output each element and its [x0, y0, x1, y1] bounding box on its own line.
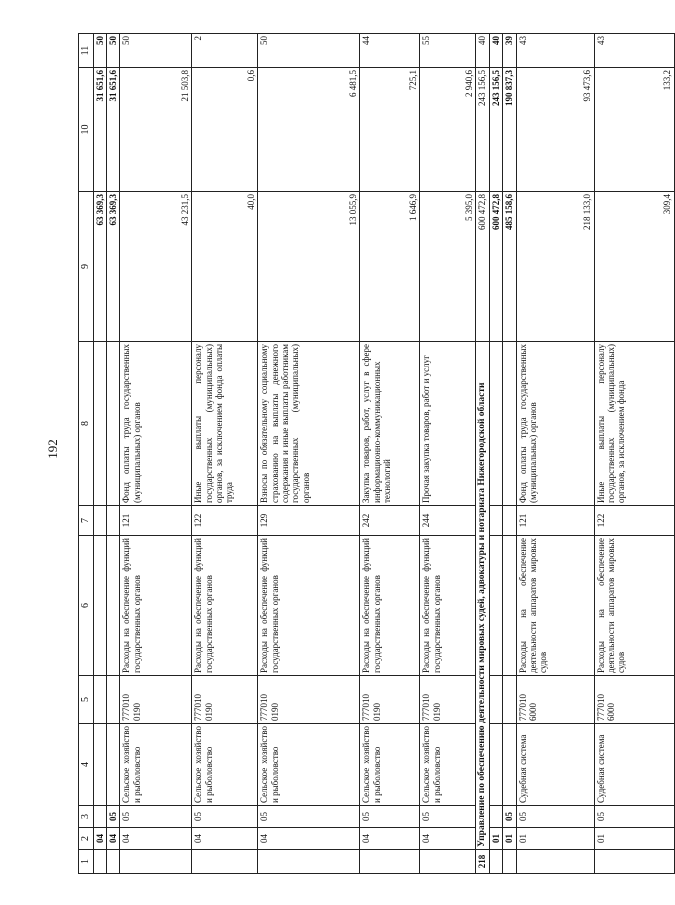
cell-c9: 600 472,8: [476, 192, 490, 342]
cell-c4: Сельское хозяйство и рыболовство: [192, 724, 258, 806]
cell-c10: 725,1: [360, 68, 420, 192]
cell-c3: [93, 806, 106, 828]
cell-c4: [490, 724, 503, 806]
cell-c1: [192, 850, 258, 874]
cell-c10: 6 481,5: [258, 68, 360, 192]
cell-c2: 01: [490, 828, 503, 850]
cell-c2: 01: [516, 828, 594, 850]
cell-c9: 63 369,3: [106, 192, 119, 342]
cell-c10: 93 473,6: [516, 68, 594, 192]
cell-c3: 05: [503, 806, 516, 828]
cell-c5: [93, 676, 106, 724]
cell-c9: 43 231,5: [120, 192, 192, 342]
header-cell: 2: [79, 828, 94, 850]
cell-c4: Сельское хозяйство и рыболовство: [258, 724, 360, 806]
cell-c6: Расходы на обеспечение деятельности аппаратов мировых судов: [594, 536, 674, 676]
total-row: [93, 34, 106, 874]
cell-c3: 05: [120, 806, 192, 828]
cell-c4: Судебная система: [594, 724, 674, 806]
cell-c5: 777010 6000: [594, 676, 674, 724]
cell-c4: [106, 724, 119, 806]
cell-c6: Расходы на обеспечение функций государственных органов: [192, 536, 258, 676]
cell-c8: Иные выплаты персоналу государственных (муниципальных) органов, за исключением фонда: [594, 342, 674, 506]
cell-c7: 122: [192, 506, 258, 536]
table-row: [360, 34, 420, 874]
cell-c7: 121: [516, 506, 594, 536]
cell-c11: 50: [106, 34, 119, 68]
cell-c5: 777010 0190: [192, 676, 258, 724]
cell-c6: Расходы на обеспечение функций государственных органов: [420, 536, 476, 676]
cell-c11: 40: [476, 34, 490, 68]
header-cell: 11: [79, 34, 94, 68]
cell-c3: 05: [192, 806, 258, 828]
cell-c9: 40,0: [192, 192, 258, 342]
header-cell: 8: [79, 342, 94, 506]
cell-c5: 777010 0190: [120, 676, 192, 724]
cell-c11: 44: [360, 34, 420, 68]
table-row: [120, 34, 192, 874]
cell-c11: 55: [420, 34, 476, 68]
cell-c2: 01: [594, 828, 674, 850]
cell-c5: [106, 676, 119, 724]
cell-c6: [106, 536, 119, 676]
table-row: [420, 34, 476, 874]
cell-c6: Расходы на обеспечение функций государственных органов: [120, 536, 192, 676]
cell-c7: [503, 506, 516, 536]
cell-wide: Управление по обеспечению деятельности мировых судей, адвокатуры и нотариата Нижегородской области: [476, 342, 490, 850]
budget-table: [78, 33, 675, 874]
header-row: [79, 34, 94, 874]
cell-c1: [503, 850, 516, 874]
cell-c10: 243 156,5: [490, 68, 503, 192]
rotated-table-wrapper: [78, 34, 673, 874]
cell-c3: [490, 806, 503, 828]
cell-c8: Прочая закупка товаров, работ и услуг: [420, 342, 476, 506]
cell-c11: 2: [192, 34, 258, 68]
table-stage: [78, 34, 673, 874]
cell-c5: 777010 0190: [258, 676, 360, 724]
cell-c8: Иные выплаты персоналу государственных (муниципальных) органов, за исключением фонда оплаты труда: [192, 342, 258, 506]
cell-c1: [106, 850, 119, 874]
cell-c9: 600 472,8: [490, 192, 503, 342]
total-row: [106, 34, 119, 874]
table-row: [594, 34, 674, 874]
cell-c3: 05: [258, 806, 360, 828]
cell-c7: 121: [120, 506, 192, 536]
cell-c10: 190 837,3: [503, 68, 516, 192]
cell-c11: 50: [120, 34, 192, 68]
cell-c5: 777010 0190: [420, 676, 476, 724]
cell-c4: Сельское хозяйство и рыболовство: [420, 724, 476, 806]
cell-c7: [106, 506, 119, 536]
cell-c8: Взносы по обязательному социальному страхованию на выплаты денежного содержания и иные выплаты работникам государственных (муниципальных) органов: [258, 342, 360, 506]
cell-c8: [503, 342, 516, 506]
cell-c3: 05: [516, 806, 594, 828]
cell-c7: 244: [420, 506, 476, 536]
cell-c4: Сельское хозяйство и рыболовство: [120, 724, 192, 806]
cell-c10: 0,6: [192, 68, 258, 192]
header-cell: 3: [79, 806, 94, 828]
page-number: 192: [45, 439, 60, 459]
cell-c9: 309,4: [594, 192, 674, 342]
header-cell: 7: [79, 506, 94, 536]
cell-c11: 39: [503, 34, 516, 68]
cell-c1: 218: [476, 850, 490, 874]
total-row: [490, 34, 503, 874]
cell-c6: [503, 536, 516, 676]
header-cell: 9: [79, 192, 94, 342]
cell-c6: [490, 536, 503, 676]
cell-c4: [93, 724, 106, 806]
cell-c11: 43: [594, 34, 674, 68]
cell-c3: 05: [360, 806, 420, 828]
header-cell: 5: [79, 676, 94, 724]
cell-c6: Расходы на обеспечение функций государственных органов: [360, 536, 420, 676]
cell-c1: [360, 850, 420, 874]
cell-c5: 777010 6000: [516, 676, 594, 724]
cell-c6: Расходы на обеспечение деятельности аппаратов мировых судов: [516, 536, 594, 676]
cell-c7: 242: [360, 506, 420, 536]
cell-c7: [490, 506, 503, 536]
cell-c3: 05: [420, 806, 476, 828]
cell-c1: [516, 850, 594, 874]
cell-c5: [503, 676, 516, 724]
section-row: [476, 34, 490, 874]
cell-c3: 05: [594, 806, 674, 828]
cell-c3: 05: [106, 806, 119, 828]
cell-c8: Фонд оплаты труда государственных (муниципальных) органов: [516, 342, 594, 506]
cell-c6: [93, 536, 106, 676]
cell-c2: 04: [106, 828, 119, 850]
cell-c9: 5 395,0: [420, 192, 476, 342]
table-row: [258, 34, 360, 874]
cell-c2: 04: [258, 828, 360, 850]
header-cell: 6: [79, 536, 94, 676]
cell-c11: 40: [490, 34, 503, 68]
cell-c10: 2 940,6: [420, 68, 476, 192]
cell-c9: 13 055,9: [258, 192, 360, 342]
cell-c8: Закупка товаров, работ, услуг в сфере информационно-коммуникационных технологий: [360, 342, 420, 506]
cell-c1: [490, 850, 503, 874]
cell-c10: 243 156,5: [476, 68, 490, 192]
cell-c7: 122: [594, 506, 674, 536]
cell-c5: 777010 0190: [360, 676, 420, 724]
cell-c2: 04: [120, 828, 192, 850]
cell-c2: 04: [192, 828, 258, 850]
cell-c9: 1 646,9: [360, 192, 420, 342]
cell-c8: [106, 342, 119, 506]
cell-c11: 43: [516, 34, 594, 68]
cell-c9: 218 133,0: [516, 192, 594, 342]
cell-c1: [93, 850, 106, 874]
cell-c11: 50: [258, 34, 360, 68]
cell-c10: 133,2: [594, 68, 674, 192]
cell-c4: [503, 724, 516, 806]
cell-c9: 63 369,3: [93, 192, 106, 342]
cell-c9: 485 158,6: [503, 192, 516, 342]
cell-c10: 21 503,8: [120, 68, 192, 192]
header-cell: 4: [79, 724, 94, 806]
cell-c7: [93, 506, 106, 536]
cell-c8: [490, 342, 503, 506]
cell-c2: 01: [503, 828, 516, 850]
cell-c4: Сельское хозяйство и рыболовство: [360, 724, 420, 806]
cell-c5: [490, 676, 503, 724]
cell-c4: Судебная система: [516, 724, 594, 806]
cell-c1: [594, 850, 674, 874]
cell-c1: [120, 850, 192, 874]
cell-c10: 31 651,6: [106, 68, 119, 192]
cell-c8: [93, 342, 106, 506]
cell-c1: [258, 850, 360, 874]
table-row: [192, 34, 258, 874]
cell-c6: Расходы на обеспечение функций государственных органов: [258, 536, 360, 676]
cell-c8: Фонд оплаты труда государственных (муниципальных) органов: [120, 342, 192, 506]
cell-c2: 04: [420, 828, 476, 850]
total-row: [503, 34, 516, 874]
table-row: [516, 34, 594, 874]
cell-c7: 129: [258, 506, 360, 536]
cell-c1: [420, 850, 476, 874]
cell-c10: 31 651,6: [93, 68, 106, 192]
cell-c2: 04: [93, 828, 106, 850]
cell-c2: 04: [360, 828, 420, 850]
header-cell: 1: [79, 850, 94, 874]
header-cell: 10: [79, 68, 94, 192]
cell-c11: 50: [93, 34, 106, 68]
